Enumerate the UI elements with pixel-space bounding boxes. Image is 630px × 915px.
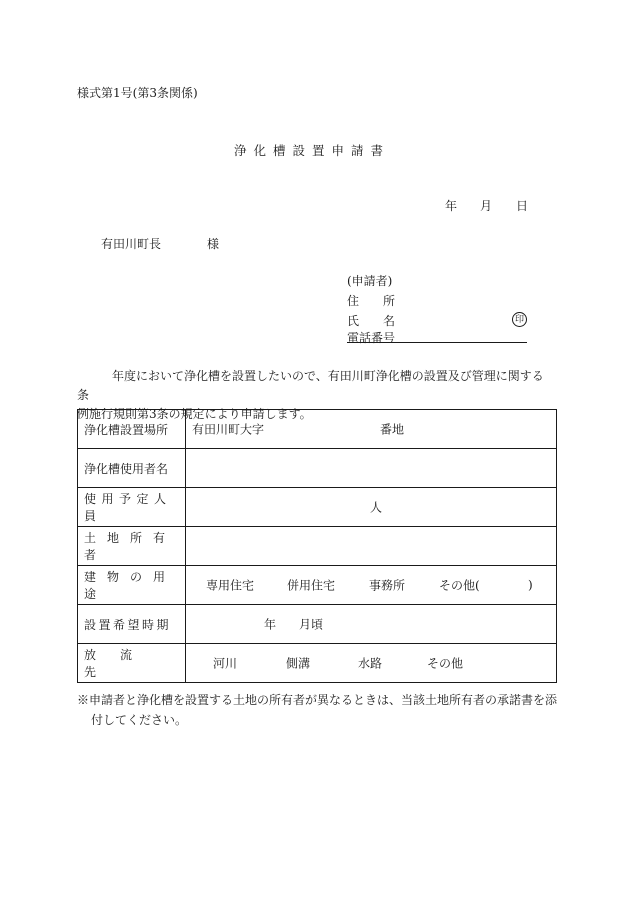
addressee-name: 有田川町長 (101, 237, 162, 251)
applicant-heading: (申請者) (347, 274, 393, 288)
addressee-suffix: 様 (207, 237, 220, 251)
phone-underline (347, 342, 527, 343)
user-field[interactable] (186, 449, 557, 488)
discharge-label (78, 644, 186, 683)
building-use-field (186, 566, 557, 605)
date-year-label: 年 (445, 199, 458, 213)
capacity-field[interactable] (186, 488, 557, 527)
option-other[interactable]: その他( (439, 578, 480, 593)
location-suffix: 番地 (380, 422, 405, 437)
statement-line-2: 例施行規則第3条の規定により申請します。 (77, 407, 312, 421)
capacity-label-text: 使用予定人員 (84, 492, 172, 523)
form-number: 様式第1号(第3条関係) (77, 86, 198, 100)
capacity-unit: 人 (370, 500, 383, 515)
owner-label-text: 土地所有者 (84, 531, 177, 562)
schedule-field[interactable] (186, 605, 557, 644)
option-other-close: ) (528, 578, 533, 592)
schedule-month: 月頃 (299, 617, 324, 632)
seal-mark: 印 (512, 312, 527, 327)
applicant-address-label: 住 所 (347, 294, 396, 308)
user-label: 浄化槽使用者名 (78, 449, 186, 488)
capacity-label (78, 488, 186, 527)
footnote-line-2: 付してください。 (91, 713, 188, 727)
applicant-phone-label: 電話番号 (347, 331, 396, 345)
statement-line-1: 年度において浄化槽を設置したいので、有田川町浄化槽の設置及び管理に関する条 (77, 369, 544, 402)
schedule-year: 年 (264, 617, 277, 632)
date-day-label: 日 (516, 199, 529, 213)
discharge-label-text: 放流先 (84, 648, 157, 679)
building-use-label-text: 建物の用途 (84, 570, 177, 601)
table-row (78, 566, 557, 605)
option-office[interactable]: 事務所 (369, 578, 406, 593)
table-row (78, 605, 557, 644)
location-label: 浄化槽設置場所 (78, 410, 186, 449)
location-prefix: 有田川町大字 (192, 422, 265, 437)
location-field[interactable] (186, 410, 557, 449)
building-use-label (78, 566, 186, 605)
footnote-line-1: ※申請者と浄化槽を設置する土地の所有者が異なるときは、当該土地所有者の承諾書を添 (77, 693, 558, 707)
table-row (78, 644, 557, 683)
option-waterway[interactable]: 水路 (358, 656, 383, 671)
option-private-house[interactable]: 専用住宅 (206, 578, 255, 593)
date-month-label: 月 (480, 199, 493, 213)
table-row (78, 449, 557, 488)
schedule-label (78, 605, 186, 644)
application-table (77, 409, 557, 683)
schedule-label-text: 設置希望時期 (84, 617, 172, 632)
discharge-field (186, 644, 557, 683)
footnote (77, 690, 557, 730)
option-ditch[interactable]: 側溝 (286, 656, 311, 671)
table-row (78, 410, 557, 449)
table-row (78, 488, 557, 527)
option-river[interactable]: 河川 (213, 656, 238, 671)
document-title: 浄化槽設置申請書 (234, 143, 391, 158)
owner-field[interactable] (186, 527, 557, 566)
table-row (78, 527, 557, 566)
applicant-name-label: 氏 名 (347, 314, 396, 328)
owner-label (78, 527, 186, 566)
option-discharge-other[interactable]: その他 (427, 656, 464, 671)
option-mixed-house[interactable]: 併用住宅 (287, 578, 336, 593)
